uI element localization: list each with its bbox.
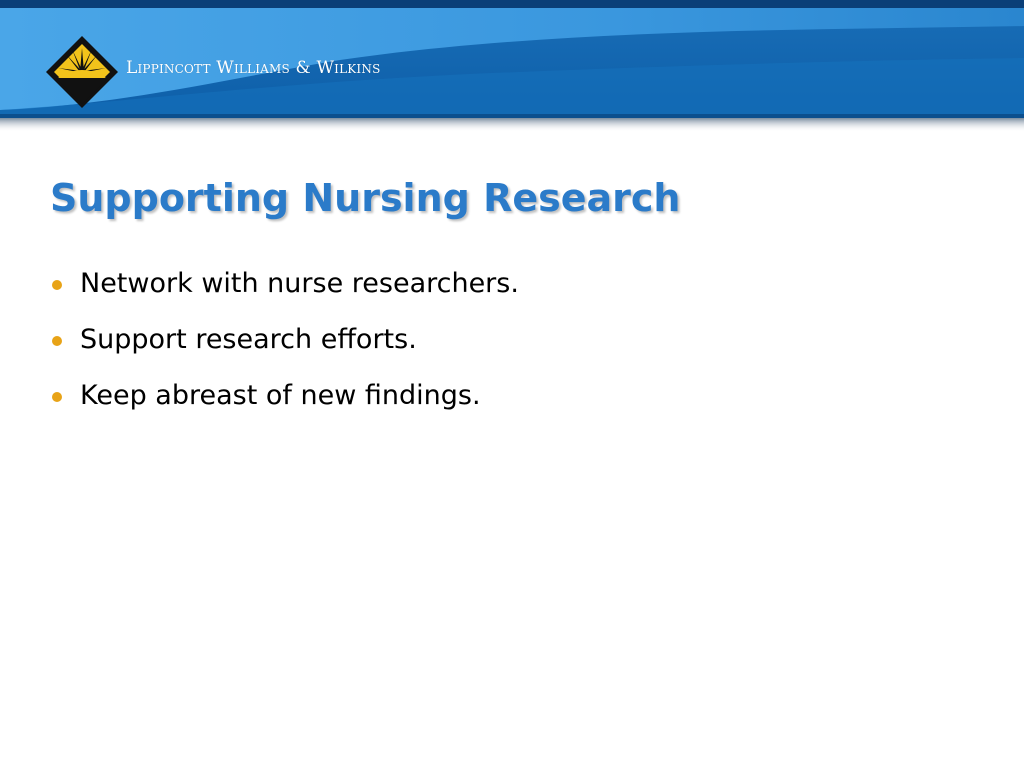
bullet-text: Keep abreast of new findings. [80, 380, 481, 411]
slide-title: Supporting Nursing Research [50, 176, 681, 220]
list-item [50, 318, 519, 374]
list-item [50, 374, 519, 430]
header-banner [0, 0, 1024, 135]
bullet-icon [52, 280, 62, 290]
starburst-diamond-icon [44, 34, 120, 110]
bullet-icon [52, 392, 62, 402]
bullet-icon [52, 336, 62, 346]
brand-name: Lippincott Williams & Wilkins [126, 58, 381, 78]
bullet-list [50, 262, 519, 430]
bullet-text: Support research efforts. [80, 324, 417, 355]
bullet-text: Network with nurse researchers. [80, 268, 519, 299]
list-item [50, 262, 519, 318]
